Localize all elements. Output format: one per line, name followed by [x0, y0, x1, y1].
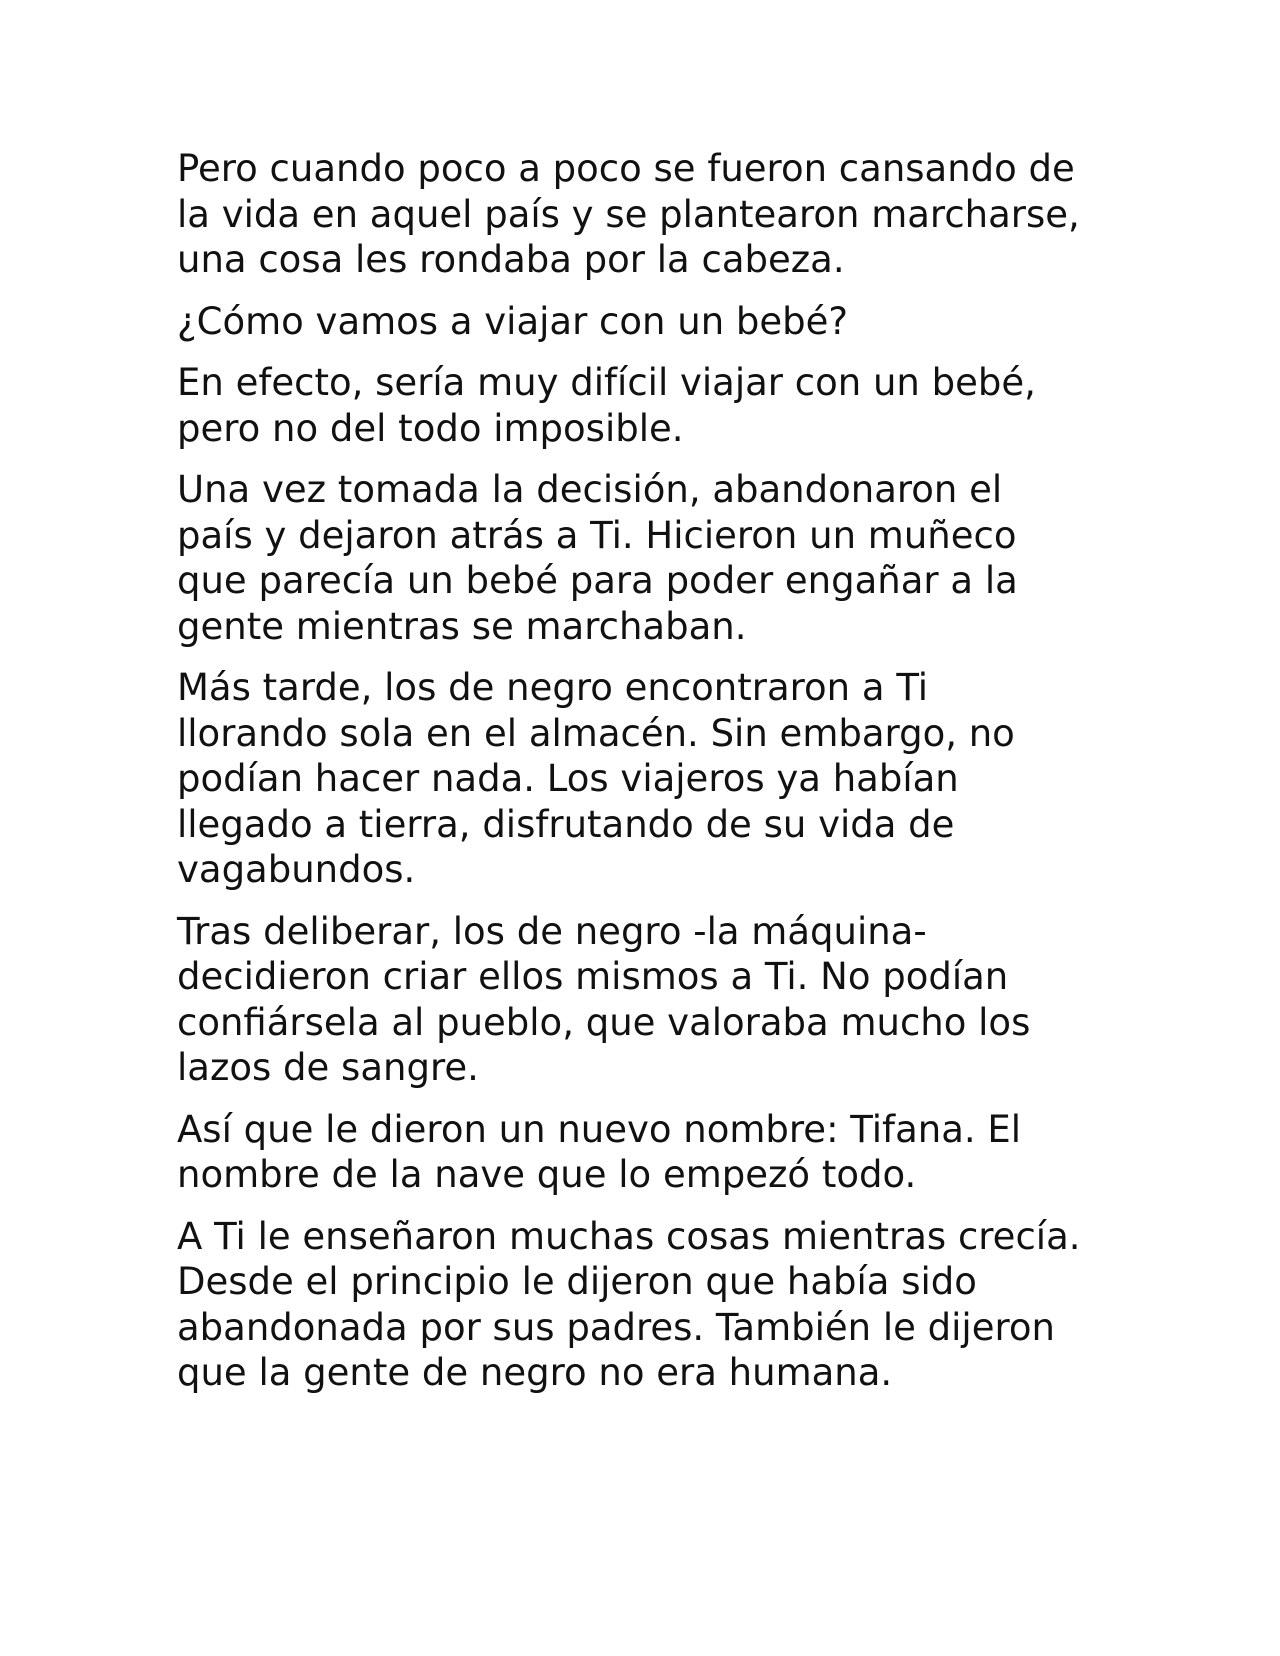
text-line: Así que le dieron un nuevo nombre: Tifana. El: [177, 1107, 1022, 1151]
text-line: abandonada por sus padres. También le dijeron: [177, 1305, 1055, 1349]
text-line: nombre de la nave que lo empezó todo.: [177, 1153, 917, 1196]
text-line: gente mientras se marchaban.: [177, 604, 747, 648]
paragraph-1: [177, 146, 1127, 283]
paragraph-3: [177, 360, 1127, 451]
text-line: una cosa les rondaba por la cabeza.: [177, 238, 845, 281]
text-line: podían hacer nada. Los viajeros ya habían: [177, 757, 959, 800]
text-line: que parecía un bebé para poder engañar a la: [177, 559, 1018, 602]
text-line: Tras deliberar, los de negro -la máquina-: [177, 909, 927, 953]
text-line: llegado a tierra, disfrutando de su vida de: [177, 802, 955, 846]
paragraph-2: [177, 299, 1127, 345]
text-line: vagabundos.: [177, 848, 416, 891]
text-line: A Ti le enseñaron muchas cosas mientras crecía.: [177, 1214, 1081, 1258]
text-line: lazos de sangre.: [177, 1046, 479, 1089]
paragraph-5: [177, 665, 1127, 893]
text-line: país y dejaron atrás a Ti. Hicieron un muñeco: [177, 513, 1017, 557]
text-line: Desde el principio le dijeron que había sido: [177, 1260, 977, 1303]
text-line: pero no del todo imposible.: [177, 406, 684, 450]
text-line: ¿Cómo vamos a viajar con un bebé?: [177, 299, 849, 343]
text-line: En efecto, sería muy difícil viajar con un bebé,: [177, 361, 1036, 404]
body-text: [177, 146, 1127, 1412]
paragraph-6: [177, 909, 1127, 1091]
text-line: confiársela al pueblo, que valoraba mucho los: [177, 1000, 1031, 1044]
paragraph-7: [177, 1107, 1127, 1198]
text-line: decidieron criar ellos mismos a Ti. No podían: [177, 955, 1009, 998]
text-line: Una vez tomada la decisión, abandonaron el: [177, 468, 1003, 511]
text-line: que la gente de negro no era humana.: [177, 1351, 893, 1394]
text-line: la vida en aquel país y se plantearon marcharse,: [177, 192, 1080, 236]
paragraph-8: [177, 1214, 1127, 1396]
text-line: Pero cuando poco a poco se fueron cansando de: [177, 147, 1075, 190]
text-line: llorando sola en el almacén. Sin embargo, no: [177, 711, 1015, 755]
text-line: Más tarde, los de negro encontraron a Ti: [177, 666, 929, 709]
paragraph-4: [177, 467, 1127, 649]
